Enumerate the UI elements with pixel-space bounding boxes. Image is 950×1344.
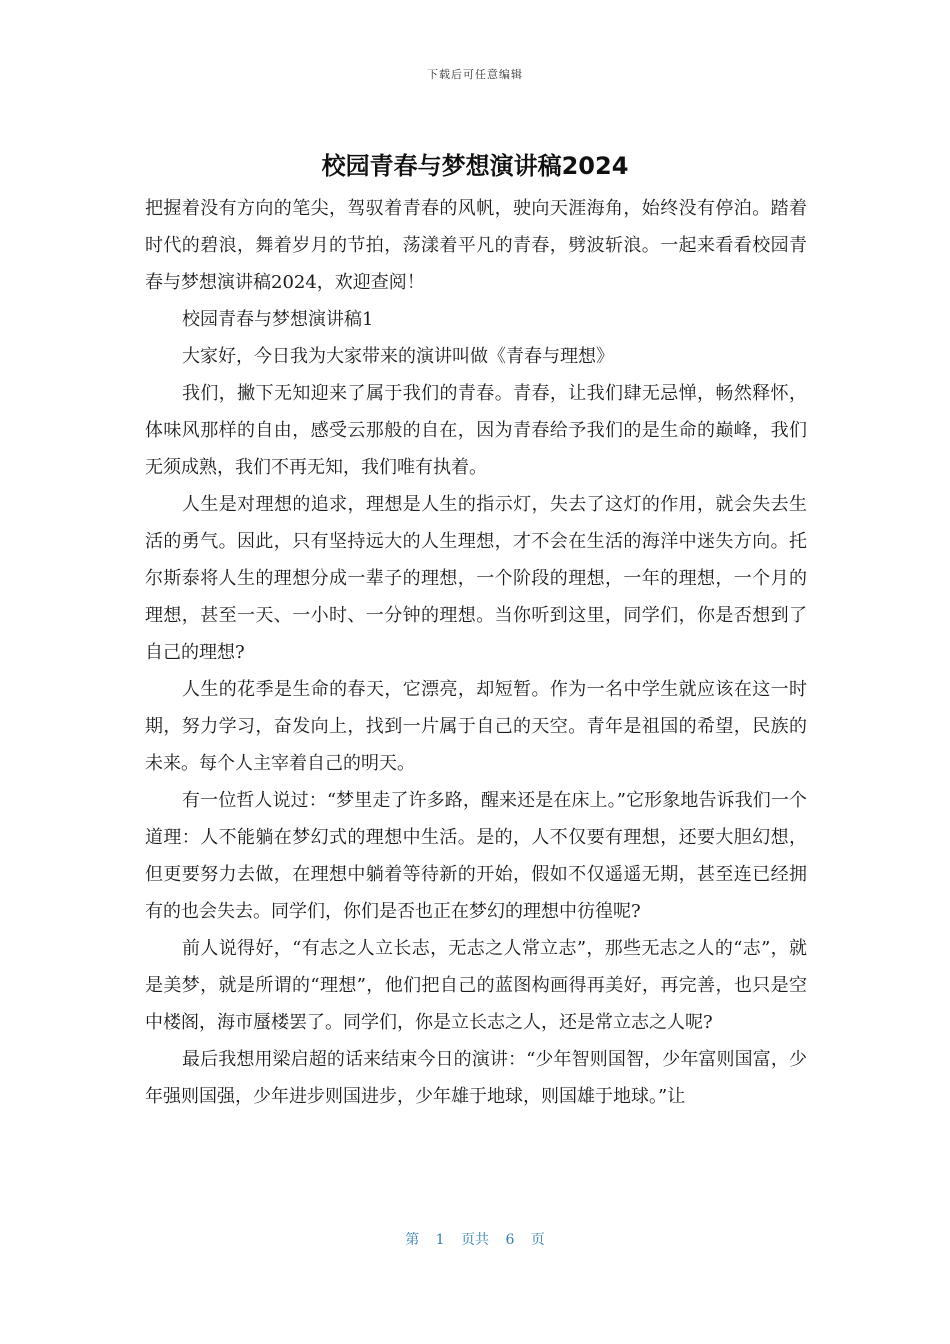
intro-paragraph: 把握着没有方向的笔尖，驾驭着青春的风帆，驶向天涯海角，始终没有停泊。踏着时代的碧浪，舞着岁月的节拍，荡漾着平凡的青春，劈波斩浪。一起来看看校园青春与梦想演讲稿2024，欢迎查阅！ — [145, 198, 807, 293]
page-number: 第 1 页共 6 页 — [405, 1232, 545, 1248]
header-note: 下载后可任意编辑 — [427, 68, 523, 81]
body-paragraph: 人生的花季是生命的春天，它漂亮，却短暂。作为一名中学生就应该在这一时期，努力学习，奋发向上，找到一片属于自己的天空。青年是祖国的希望，民族的未来。每个人主宰着自己的明天。 — [145, 679, 807, 774]
document-body — [145, 190, 807, 1115]
body-paragraph: 前人说得好，“有志之人立长志，无志之人常立志”，那些无志之人的“志”，就是美梦，就是所谓的“理想”，他们把自己的蓝图构画得再美好，再完善，也只是空中楼阁，海市蜃楼罢了。同学们，你是立长志之人，还是常立志之人呢? — [145, 938, 807, 1033]
body-paragraph: 最后我想用梁启超的话来结束今日的演讲：“少年智则国智，少年富则国富，少年强则国强，少年进步则国进步，少年雄于地球，则国雄于地球。”让 — [145, 1049, 807, 1107]
body-paragraph: 我们，撇下无知迎来了属于我们的青春。青春，让我们肆无忌惮，畅然释怀，体味风那样的自由，感受云那般的自在，因为青春给予我们的是生命的巅峰，我们无须成熟，我们不再无知，我们唯有执着。 — [145, 383, 807, 478]
body-paragraph: 有一位哲人说过：“梦里走了许多路，醒来还是在床上。”它形象地告诉我们一个道理：人不能躺在梦幻式的理想中生活。是的，人不仅要有理想，还要大胆幻想，但更要努力去做，在理想中躺着等待新的开始，假如不仅遥遥无期，甚至连已经拥有的也会失去。同学们，你们是否也正在梦幻的理想中彷徨呢? — [145, 790, 807, 922]
body-paragraph: 大家好，今日我为大家带来的演讲叫做《青春与理想》 — [182, 346, 614, 367]
section-heading: 校园青春与梦想演讲稿1 — [182, 309, 374, 330]
body-paragraph: 人生是对理想的追求，理想是人生的指示灯，失去了这灯的作用，就会失去生活的勇气。因此，只有坚持远大的人生理想，才不会在生活的海洋中迷失方向。托尔斯泰将人生的理想分成一辈子的理想，一个阶段的理想，一年的理想，一个月的理想，甚至一天、一小时、一分钟的理想。当你听到这里，同学们，你是否想到了自己的理想? — [145, 494, 807, 663]
document-title: 校园青春与梦想演讲稿2024 — [321, 152, 629, 180]
